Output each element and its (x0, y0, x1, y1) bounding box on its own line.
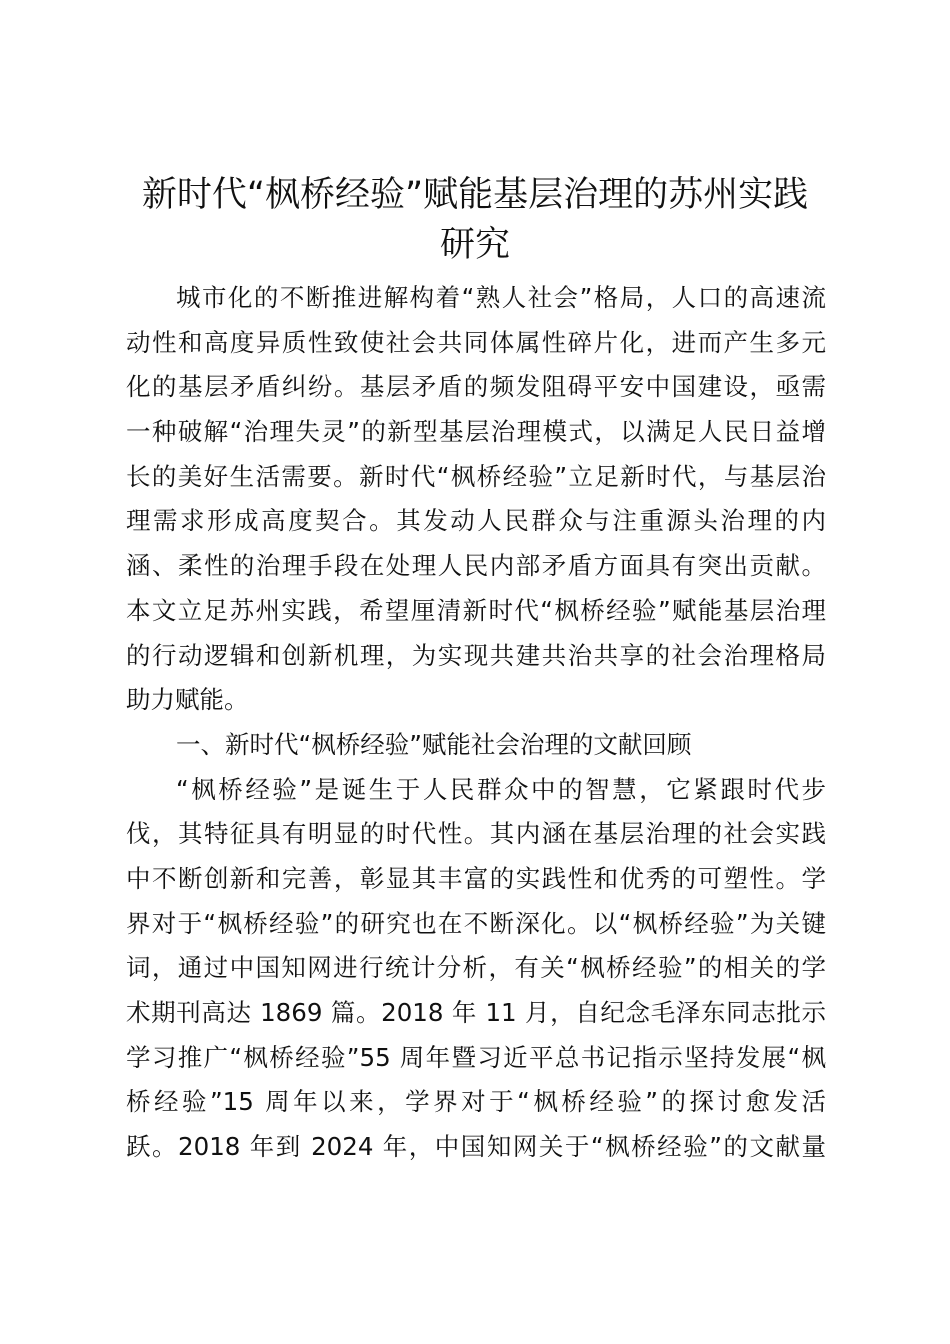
paragraph-line: 动性和高度异质性致使社会共同体属性碎片化，进而产生多元 (126, 327, 826, 357)
paragraph-line: 的行动逻辑和创新机理，为实现共建共治共享的社会治理格局 (126, 640, 826, 670)
paragraph-line: 跃。2018 年到 2024 年，中国知网关于“枫桥经验”的文献量 (126, 1132, 826, 1162)
document-title-line-1: 新时代“枫桥经验”赋能基层治理的苏州实践 (141, 175, 809, 215)
paragraph-line: 长的美好生活需要。新时代“枫桥经验”立足新时代，与基层治 (126, 461, 826, 491)
paragraph-line: 涵、柔性的治理手段在处理人民内部矛盾方面具有突出贡献。 (126, 551, 826, 581)
paragraph-line: 学习推广“枫桥经验”55 周年暨习近平总书记指示坚持发展“枫 (126, 1042, 826, 1072)
paragraph-line: 伐，其特征具有明显的时代性。其内涵在基层治理的社会实践 (126, 819, 826, 849)
document-body (126, 276, 826, 1170)
paragraph-line: 术期刊高达 1869 篇。2018 年 11 月，自纪念毛泽东同志批示 (126, 998, 826, 1027)
document-title-line-2: 研究 (439, 225, 510, 265)
paragraph-line: 本文立足苏州实践，希望厘清新时代“枫桥经验”赋能基层治理 (126, 595, 826, 625)
paragraph-line: 理需求形成高度契合。其发动人民群众与注重源头治理的内 (126, 506, 826, 536)
paragraph-line: 一种破解“治理失灵”的新型基层治理模式，以满足人民日益增 (126, 417, 826, 447)
paragraph-line: 城市化的不断推进解构着“熟人社会”格局，人口的高速流 (176, 283, 826, 312)
paragraph-line: 词，通过中国知网进行统计分析，有关“枫桥经验”的相关的学 (126, 953, 826, 983)
paragraph-line: 中不断创新和完善，彰显其丰富的实践性和优秀的可塑性。学 (126, 863, 826, 893)
paragraph-line: “枫桥经验”是诞生于人民群众中的智慧，它紧跟时代步 (176, 774, 826, 804)
paragraph-line: 界对于“枫桥经验”的研究也在不断深化。以“枫桥经验”为关键 (126, 908, 826, 938)
paragraph-line: 化的基层矛盾纠纷。基层矛盾的频发阻碍平安中国建设，亟需 (126, 372, 826, 402)
section-heading: 一、新时代“枫桥经验”赋能社会治理的文献回顾 (176, 729, 692, 759)
paragraph-line: 桥经验”15 周年以来，学界对于“枫桥经验”的探讨愈发活 (126, 1087, 826, 1117)
paragraph-line: 助力赋能。 (126, 685, 249, 715)
